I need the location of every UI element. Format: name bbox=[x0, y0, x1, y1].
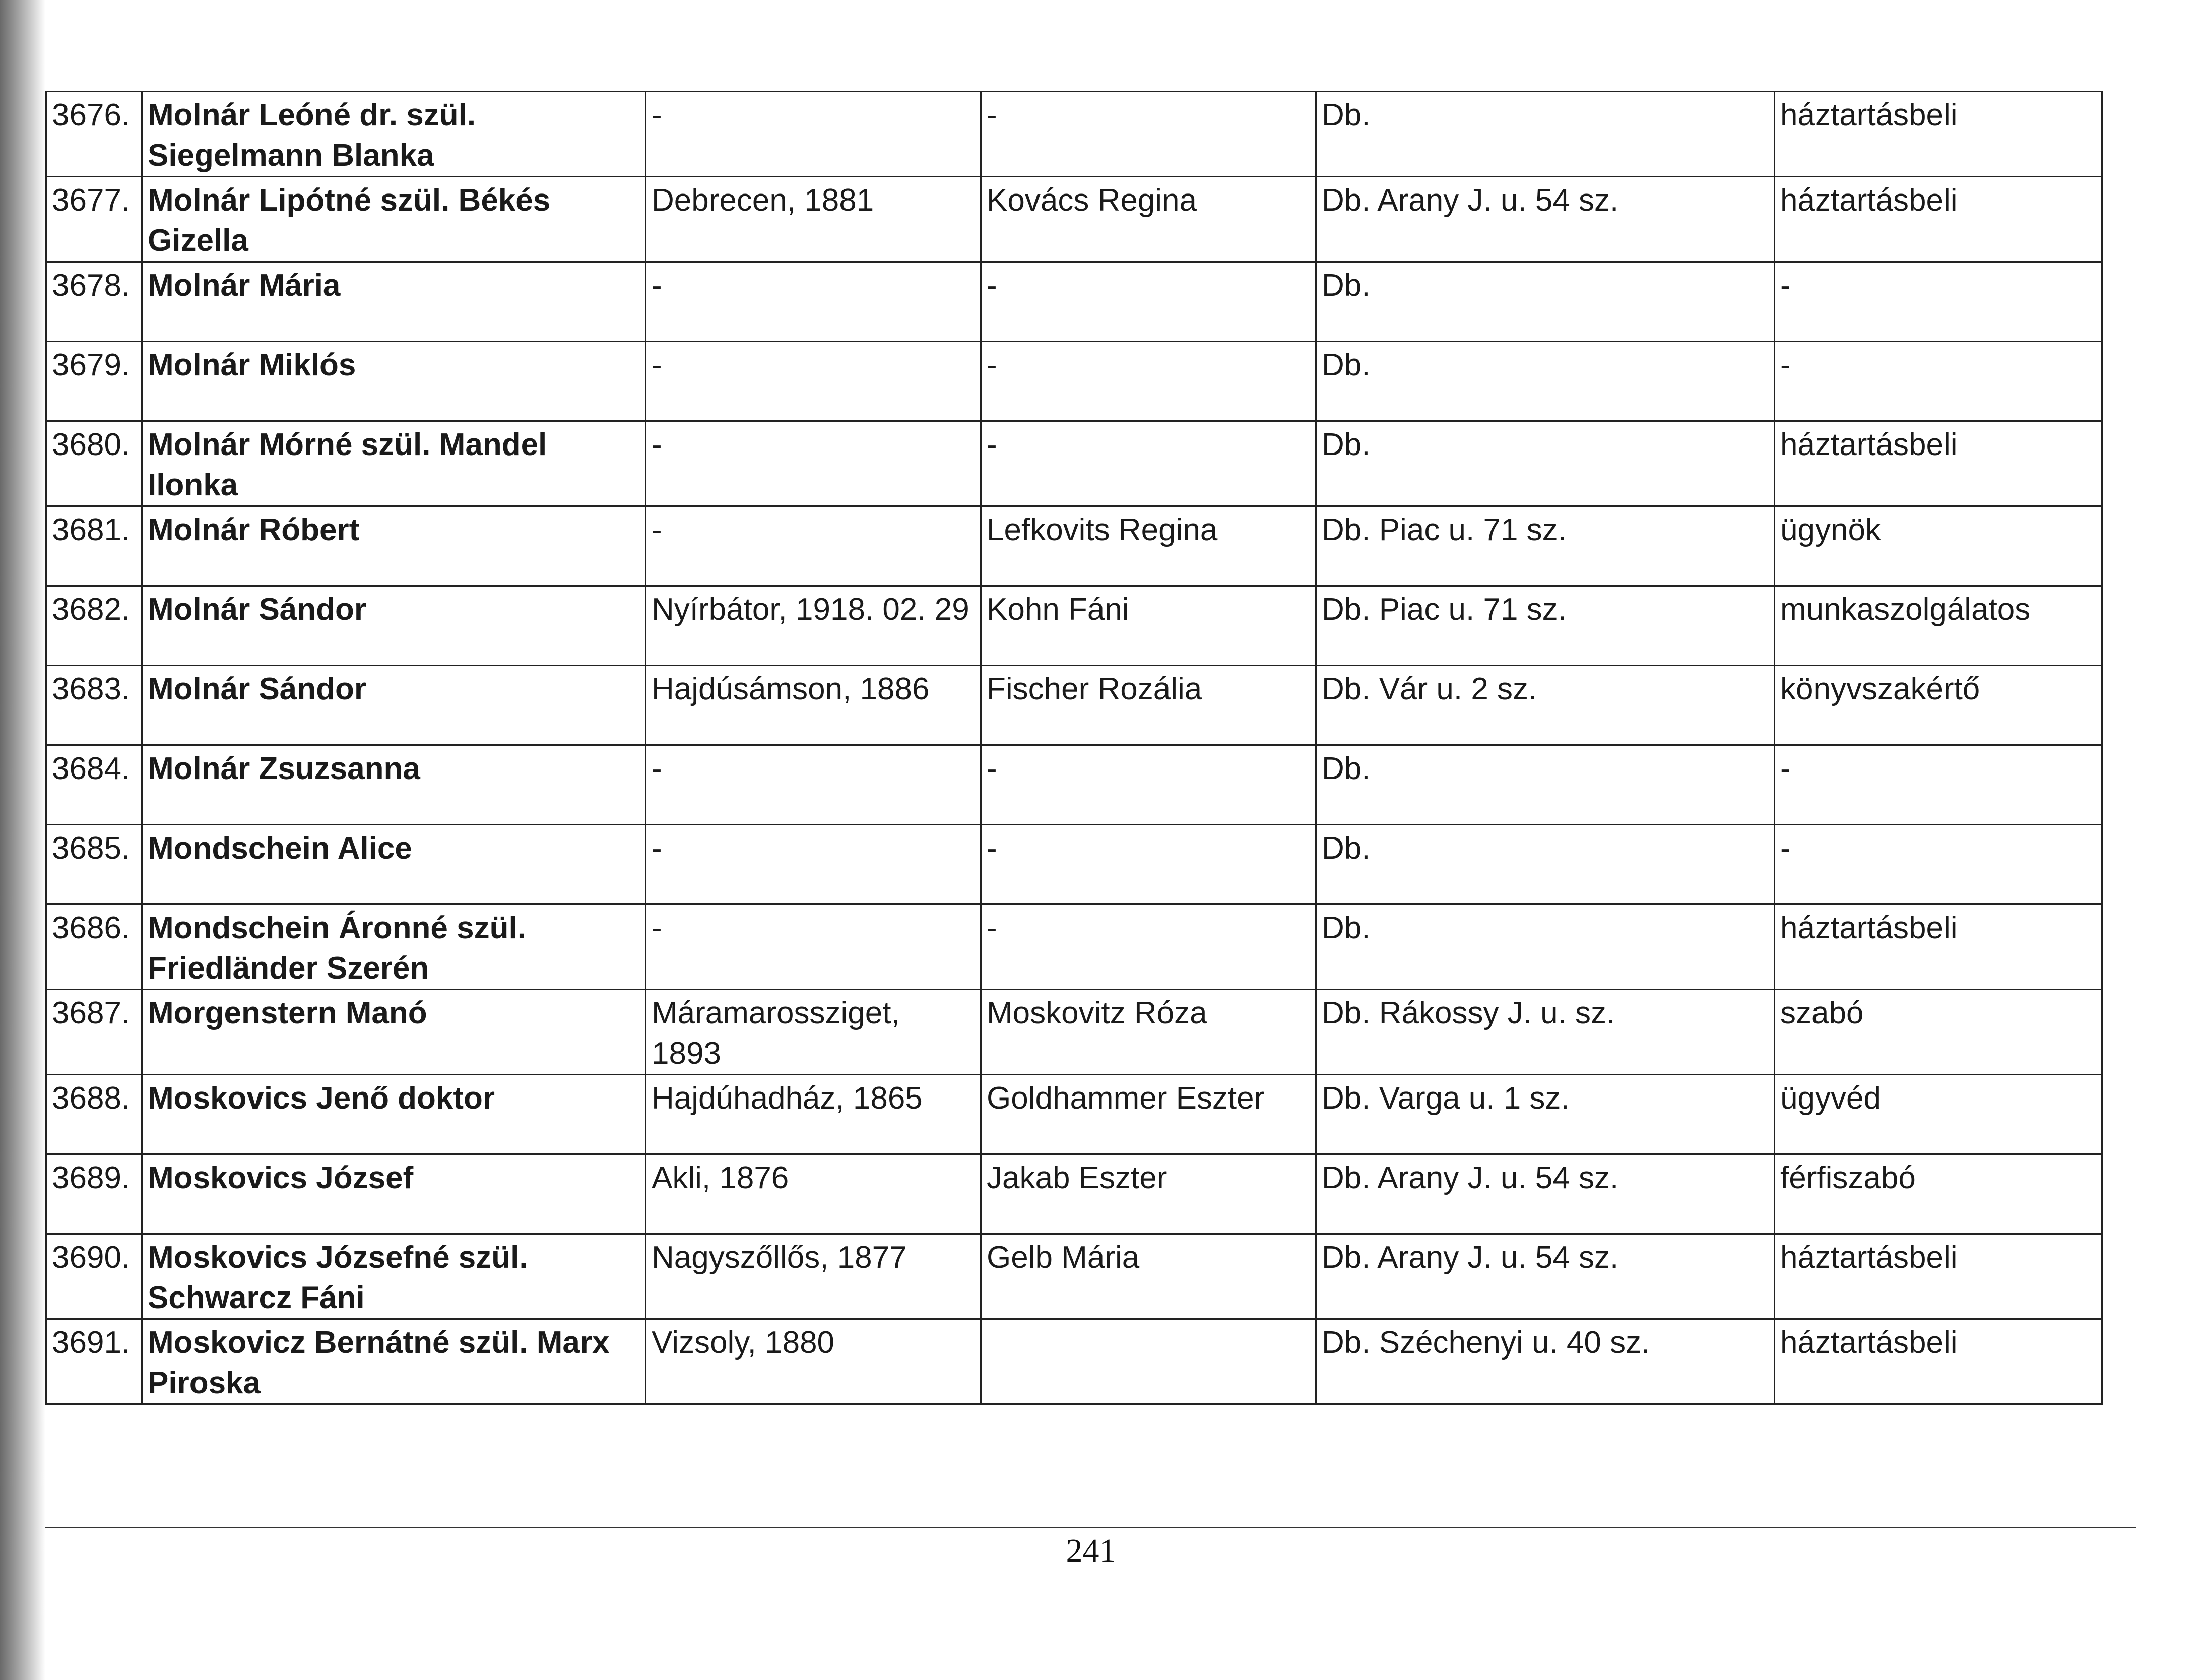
entry-number-cell: 3682. bbox=[46, 586, 142, 666]
birth-place-date-cell: Hajdúhadház, 1865 bbox=[646, 1075, 981, 1154]
address-cell: Db. Rákossy J. u. sz. bbox=[1316, 990, 1775, 1075]
occupation-cell: háztartásbeli bbox=[1775, 421, 2102, 506]
person-name-cell: Moskovics Józsefné szül. Schwarcz Fáni bbox=[142, 1234, 646, 1319]
table-row bbox=[46, 342, 2102, 421]
table-row bbox=[46, 586, 2102, 666]
occupation-cell: ügyvéd bbox=[1775, 1075, 2102, 1154]
address-cell: Db. Piac u. 71 sz. bbox=[1316, 506, 1775, 586]
birth-place-date-cell: Nyírbátor, 1918. 02. 29 bbox=[646, 586, 981, 666]
birth-place-date-cell: - bbox=[646, 825, 981, 904]
mother-name-cell: - bbox=[981, 421, 1316, 506]
footer-rule bbox=[45, 1527, 2136, 1528]
birth-place-date-cell: Máramarossziget, 1893 bbox=[646, 990, 981, 1075]
address-cell: Db. Vár u. 2 sz. bbox=[1316, 666, 1775, 745]
occupation-cell: - bbox=[1775, 342, 2102, 421]
occupation-cell: háztartásbeli bbox=[1775, 1234, 2102, 1319]
address-cell: Db. bbox=[1316, 342, 1775, 421]
address-cell: Db. bbox=[1316, 745, 1775, 825]
table-row bbox=[46, 666, 2102, 745]
entry-number-cell: 3690. bbox=[46, 1234, 142, 1319]
birth-place-date-cell: - bbox=[646, 506, 981, 586]
entry-number-cell: 3681. bbox=[46, 506, 142, 586]
birth-place-date-cell: Hajdúsámson, 1886 bbox=[646, 666, 981, 745]
mother-name-cell: - bbox=[981, 92, 1316, 177]
person-name-cell: Molnár Sándor bbox=[142, 586, 646, 666]
mother-name-cell: Kohn Fáni bbox=[981, 586, 1316, 666]
entry-number-cell: 3677. bbox=[46, 177, 142, 262]
occupation-cell: háztartásbeli bbox=[1775, 1319, 2102, 1404]
birth-place-date-cell: Nagyszőllős, 1877 bbox=[646, 1234, 981, 1319]
table-row bbox=[46, 1234, 2102, 1319]
mother-name-cell: Lefkovits Regina bbox=[981, 506, 1316, 586]
register-table-body bbox=[46, 92, 2102, 1404]
person-name-cell: Moskovicz Bernátné szül. Marx Piroska bbox=[142, 1319, 646, 1404]
mother-name-cell: Kovács Regina bbox=[981, 177, 1316, 262]
entry-number-cell: 3684. bbox=[46, 745, 142, 825]
occupation-cell: szabó bbox=[1775, 990, 2102, 1075]
birth-place-date-cell: - bbox=[646, 92, 981, 177]
address-cell: Db. Arany J. u. 54 sz. bbox=[1316, 1154, 1775, 1234]
address-cell: Db. bbox=[1316, 262, 1775, 342]
person-name-cell: Molnár Róbert bbox=[142, 506, 646, 586]
mother-name-cell: Fischer Rozália bbox=[981, 666, 1316, 745]
birth-place-date-cell: Debrecen, 1881 bbox=[646, 177, 981, 262]
occupation-cell: háztartásbeli bbox=[1775, 92, 2102, 177]
person-name-cell: Mondschein Áronné szül. Friedländer Szerén bbox=[142, 904, 646, 990]
page-number: 241 bbox=[1066, 1532, 1116, 1569]
occupation-cell: könyvszakértő bbox=[1775, 666, 2102, 745]
entry-number-cell: 3683. bbox=[46, 666, 142, 745]
address-cell: Db. Varga u. 1 sz. bbox=[1316, 1075, 1775, 1154]
entry-number-cell: 3688. bbox=[46, 1075, 142, 1154]
table-row bbox=[46, 745, 2102, 825]
entry-number-cell: 3685. bbox=[46, 825, 142, 904]
occupation-cell: háztartásbeli bbox=[1775, 177, 2102, 262]
table-row bbox=[46, 825, 2102, 904]
birth-place-date-cell: - bbox=[646, 745, 981, 825]
person-name-cell: Morgenstern Manó bbox=[142, 990, 646, 1075]
person-name-cell: Molnár Lipótné szül. Békés Gizella bbox=[142, 177, 646, 262]
mother-name-cell: Jakab Eszter bbox=[981, 1154, 1316, 1234]
entry-number-cell: 3680. bbox=[46, 421, 142, 506]
address-cell: Db. Széchenyi u. 40 sz. bbox=[1316, 1319, 1775, 1404]
table-row bbox=[46, 506, 2102, 586]
address-cell: Db. bbox=[1316, 92, 1775, 177]
entry-number-cell: 3676. bbox=[46, 92, 142, 177]
table-row bbox=[46, 177, 2102, 262]
mother-name-cell: - bbox=[981, 342, 1316, 421]
mother-name-cell: - bbox=[981, 262, 1316, 342]
table-row bbox=[46, 262, 2102, 342]
mother-name-cell: - bbox=[981, 825, 1316, 904]
book-binding-shadow bbox=[0, 0, 45, 1680]
person-name-cell: Molnár Leóné dr. szül. Siegelmann Blanka bbox=[142, 92, 646, 177]
entry-number-cell: 3689. bbox=[46, 1154, 142, 1234]
occupation-cell: férfiszabó bbox=[1775, 1154, 2102, 1234]
occupation-cell: - bbox=[1775, 745, 2102, 825]
table-row bbox=[46, 421, 2102, 506]
entry-number-cell: 3678. bbox=[46, 262, 142, 342]
birth-place-date-cell: - bbox=[646, 342, 981, 421]
occupation-cell: munkaszolgálatos bbox=[1775, 586, 2102, 666]
address-cell: Db. bbox=[1316, 825, 1775, 904]
person-name-cell: Molnár Sándor bbox=[142, 666, 646, 745]
occupation-cell: háztartásbeli bbox=[1775, 904, 2102, 990]
mother-name-cell: - bbox=[981, 745, 1316, 825]
address-cell: Db. Piac u. 71 sz. bbox=[1316, 586, 1775, 666]
mother-name-cell: Gelb Mária bbox=[981, 1234, 1316, 1319]
birth-place-date-cell: - bbox=[646, 421, 981, 506]
table-row bbox=[46, 990, 2102, 1075]
table-row bbox=[46, 1075, 2102, 1154]
address-cell: Db. bbox=[1316, 421, 1775, 506]
person-name-cell: Moskovics Jenő doktor bbox=[142, 1075, 646, 1154]
person-name-cell: Molnár Mórné szül. Mandel Ilonka bbox=[142, 421, 646, 506]
document-page bbox=[45, 0, 2204, 1680]
person-name-cell: Moskovics József bbox=[142, 1154, 646, 1234]
mother-name-cell: Moskovitz Róza bbox=[981, 990, 1316, 1075]
entry-number-cell: 3686. bbox=[46, 904, 142, 990]
birth-place-date-cell: Akli, 1876 bbox=[646, 1154, 981, 1234]
address-cell: Db. bbox=[1316, 904, 1775, 990]
table-row bbox=[46, 1154, 2102, 1234]
occupation-cell: ügynök bbox=[1775, 506, 2102, 586]
mother-name-cell: Goldhammer Eszter bbox=[981, 1075, 1316, 1154]
person-name-cell: Molnár Miklós bbox=[142, 342, 646, 421]
occupation-cell: - bbox=[1775, 262, 2102, 342]
mother-name-cell: - bbox=[981, 904, 1316, 990]
occupation-cell: - bbox=[1775, 825, 2102, 904]
birth-place-date-cell: Vizsoly, 1880 bbox=[646, 1319, 981, 1404]
birth-place-date-cell: - bbox=[646, 262, 981, 342]
entry-number-cell: 3679. bbox=[46, 342, 142, 421]
table-row bbox=[46, 1319, 2102, 1404]
person-name-cell: Mondschein Alice bbox=[142, 825, 646, 904]
address-cell: Db. Arany J. u. 54 sz. bbox=[1316, 1234, 1775, 1319]
address-cell: Db. Arany J. u. 54 sz. bbox=[1316, 177, 1775, 262]
victims-register-table bbox=[45, 91, 2103, 1405]
person-name-cell: Molnár Mária bbox=[142, 262, 646, 342]
table-row bbox=[46, 92, 2102, 177]
entry-number-cell: 3687. bbox=[46, 990, 142, 1075]
person-name-cell: Molnár Zsuzsanna bbox=[142, 745, 646, 825]
mother-name-cell bbox=[981, 1319, 1316, 1404]
entry-number-cell: 3691. bbox=[46, 1319, 142, 1404]
table-row bbox=[46, 904, 2102, 990]
birth-place-date-cell: - bbox=[646, 904, 981, 990]
